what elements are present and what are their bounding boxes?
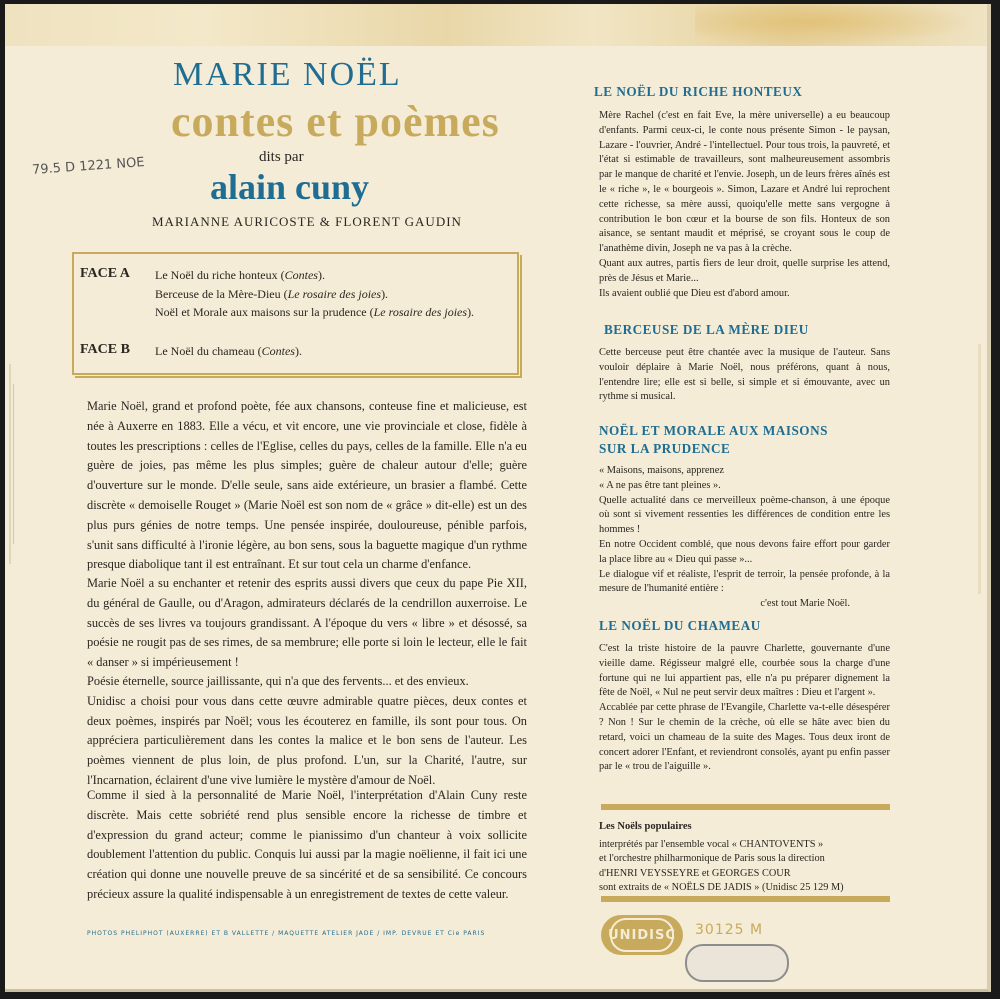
record-sleeve (5, 4, 991, 992)
bio-paragraph-1: Marie Noël, grand et profond poète, fée aux chansons, conteuse fine et malicieuse, est née à Auxerre en 1883. Elle a vécu, et vit encore, une vie provinciale et close, fidèle à toutes les prescriptions : celles de l'Eglise, celles du pays, celles de la famille. Elle n'a eu guère de joies, pas même les plus simples; guère de chaleur autour d'elle; guère d'ouverture sur le monde. D'elle seule, sans aide extérieure, un brasier a flambé. Cette discrète « demoiselle Rouget » (Marie Noël est son nom de « grâce » dit-elle) est un des plus purs génies de notre temps. Une pensée inspirée, douloureuse, pénible parfois, s'unit sans difficulté à l'ironie légère, au bon sens, sous la baguette magique d'un rythme presque diabolique tant il est entraînant. Et sur tout cela un charme d'enfance. (87, 399, 527, 572)
section-heading-riche: LE NOËL DU RICHE HONTEUX (594, 84, 803, 99)
left-edge-marks (5, 364, 21, 584)
bio-paragraph-3: Poésie éternelle, source jaillissante, qui n'a que des fervents... et des envieux. Unidisc a choisi pour vous dans cette œuvre admirable quatre pièces, deux contes et deux poèmes, inspirés par Noël; vous les écouterez en famille, ils sont pour tous. On appréciera particulièrement dans les contes la malice et le bon sens de l'auteur. Les poèmes viennent de plus loin, de plus profond. L'un, sur la Charité, l'autre, sur l'Incarnation, éclairent d'une vive lumière le mystère d'amour de Noël. (87, 674, 527, 787)
section-text-riche: Mère Rachel (c'est en fait Eve, la mère universelle) a eu beaucoup d'enfants. Parmi ceux-ci, le conte nous présente Simon - le paysan, Lazare - l'ouvrier, André - l'intellectuel. Pour tous trois, la pauvreté, et l'état si estimable de travailleurs, sont malheureusement assombris par le manque de charité et l'envie. Joseph, un de leurs frères aînés est le « riche », le « bourgeois ». Simon, Lazare et André lui reprochent cette richesse, sa mère aussi, quoiqu'elle mette sans vergogne à contribution le bon cœur et la bourse de son fils. Honteux de son aisance, se sentant maudit et méprisé, se croyant sous le coup de l'anathème divin, Joseph ne va pas à la crèche. Quant aux autres, partis fiers de leur droit, quelle surprise les attend, près de Jésus et Marie... Ils avaient oublié que Dieu est d'abord amour. (599, 110, 890, 299)
narrator-name: alain cuny (210, 167, 370, 207)
pencil-annotation: 79.5 D 1221 NOE (31, 155, 145, 178)
section-heading-maisons-2: SUR LA PRUDENCE (599, 441, 731, 456)
section-text-chameau: C'est la triste histoire de la pauvre Charlette, gouvernante d'une vieille dame. Régisseur malgré elle, courbée sous la charge d'une fortune qui ne lui appartient pas, elle n'a pu préparer dignement la fête de Noël, « Nul ne peut servir deux maîtres : Dieu et l'argent ». Accablée par cette phrase de l'Evangile, Charlette va-t-elle désespérer ? Non ! Sur le chemin de la crèche, où elle se hâte avec bien du retard, voici un chameau de la suite des Mages. Tous deux iront de concert adorer l'Enfant, et reviendront consolés, ayant pu enfin passer par le « trou de l'aiguille ». (599, 643, 890, 773)
catalog-number: 30125 M (695, 922, 764, 938)
track-a1: Le Noël du riche honteux (Contes). (155, 268, 325, 282)
face-a-label: FACE A (80, 266, 130, 281)
bio-paragraph-2: Marie Noël a su enchanter et retenir des esprits aussi divers que ceux du pape Pie XII, du général de Gaulle, ou d'Aragon, admirateurs déclarés de la cendrillon auxerroise. Le succès de ses livres va toujours grandissant. A l'époque du vers « libre » et désossé, sa poésie ne rougit pas de ses rimes, de sa membrure; elle porte si loin le lecteur, elle le fait « danser » si impérieusement ! (87, 576, 527, 670)
rule-bottom (601, 896, 890, 902)
album-title: contes et poèmes (171, 97, 500, 146)
track-a3: Noël et Morale aux maisons sur la prudence (Le rosaire des joies). (155, 305, 475, 319)
track-a2: Berceuse de la Mère-Dieu (Le rosaire des joies). (155, 287, 389, 301)
rule-top (601, 804, 890, 810)
unidisc-logo: UNIDISC (601, 915, 683, 955)
track-b1: Le Noël du chameau (Contes). (155, 344, 302, 358)
section-text-berceuse: Cette berceuse peut être chantée avec la musique de l'auteur. Sans vouloir déplaire à Marie Noël, nous préférons, quant à nous, l'entendre lire; elle est si belle, si simple et si émouvante, avec un rythme si musical. (599, 347, 890, 403)
print-credits: PHOTOS PHELIPHOT (AUXERRE) ET B VALLETTE / MAQUETTE ATELIER JADE / IMP. DEVRUE ET Cie PARIS (87, 930, 486, 937)
section-heading-berceuse: BERCEUSE DE LA MÈRE DIEU (604, 322, 809, 337)
coperformers: MARIANNE AURICOSTE & FLORENT GAUDIN (152, 214, 462, 229)
right-edge-marks (973, 344, 987, 594)
popular-noels-text: interprétés par l'ensemble vocal « CHANTOVENTS » et l'orchestre philharmonique de Paris sous la direction d'HENRI VEYSSEYRE et GEORGES COUR sont extraits de « NOËLS DE JADIS » (Unidisc 25 129 M) (599, 839, 844, 894)
popular-noels-title: Les Noëls populaires (599, 821, 692, 832)
author-name: MARIE NOËL (173, 56, 402, 93)
bio-paragraph-4: Comme il sied à la personnalité de Marie Noël, l'interprétation d'Alain Cuny reste discrète. Mais cette sobriété rend plus sensible encore la richesse de timbre et d'expression du grand acteur; comme le pianissimo d'un chanteur à voix sollicite doublement l'attention du public. Conquis lui aussi par la magie noëlienne, il fait ici une création qui donne une nouvelle preuve de sa sincérité et de sa sensibilité. Ce concours précieux assure la qualité indispensable à un enregistrement de textes de cette valeur. (87, 788, 527, 901)
sleeve-stain (695, 6, 975, 46)
face-b-label: FACE B (80, 342, 130, 357)
section-text-maisons: « Maisons, maisons, apprenez « A ne pas être tant pleines ». Quelle actualité dans ce merveilleux poème-chanson, à une époque où sont si vivement ressenties les différences de condition entre les hommes ! En notre Occident comblé, que nous devons faire effort pour garder la place libre au « Dieu qui passe »... Le dialogue vif et réaliste, l'esprit de terroir, la pensée profonde, à la mesure de l'humanité entière : c'est tout Marie Noël. (599, 465, 890, 610)
dits-par: dits par (259, 149, 304, 165)
library-sticker (685, 944, 789, 982)
section-heading-chameau: LE NOËL DU CHAMEAU (599, 618, 761, 633)
section-heading-maisons-1: NOËL ET MORALE AUX MAISONS (599, 423, 828, 438)
